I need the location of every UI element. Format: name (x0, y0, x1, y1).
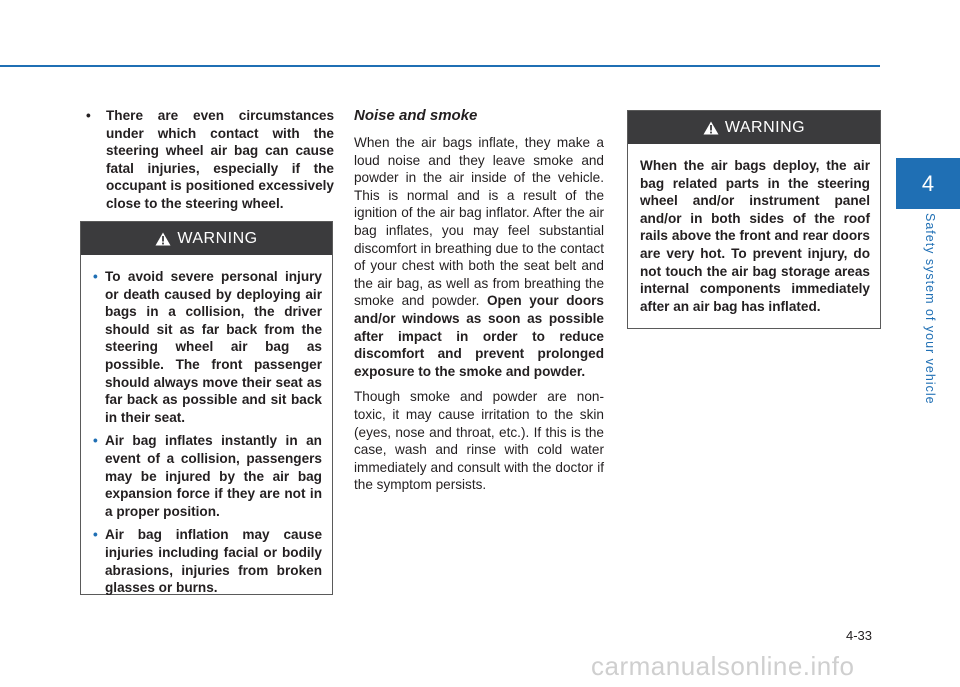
warning-title-left: WARNING (177, 229, 258, 247)
warning-item-text: Air bag inflates instantly in an event of a collision, passengers may be injured by the air bag expansion force if they are not in a proper position. (105, 433, 322, 519)
irritation-paragraph: Though smoke and powder are non-toxic, it may cause irritation to the skin (eyes, nose and throat, etc.). If this is the case, wash and rinse with cold water immediately and consult with the doctor if the symptom persists. (354, 389, 604, 493)
watermark: carmanualsonline.info (591, 651, 855, 681)
warning-item-text: To avoid severe personal injury or death caused by deploying air bags in a collision, the driver should sit as far back from the steering wheel air bag as possible. The front passenger should always move their seat as far back as possible and sit back in their seat. (105, 269, 322, 425)
warning-item (93, 432, 322, 520)
warning-box-left (80, 221, 333, 595)
warning-box-right (627, 110, 881, 329)
section-heading: Noise and smoke (354, 107, 478, 124)
warning-header-right (628, 111, 880, 144)
warning-triangle-icon (155, 232, 171, 246)
warning-title-right: WARNING (724, 118, 806, 136)
warning-body-right (628, 144, 880, 325)
middle-column (354, 107, 604, 502)
warning-item-text: Air bag inflation may cause injuries including facial or bodily abrasions, injuries from broken glasses or burns. (105, 527, 322, 596)
warning-text-right: When the air bags deploy, the air bag related parts in the steering wheel and/or instrument panel and/or in both sides of the roof rails above the front and rear doors are very hot. To prevent injury, do not touch the air bag storage areas internal components immediately after an air bag has inflated. (640, 158, 870, 314)
bullet-marker: • (93, 527, 98, 543)
chapter-tab (896, 158, 960, 209)
warning-triangle-icon (703, 121, 719, 135)
chapter-number: 4 (921, 170, 935, 196)
warning-item (93, 526, 322, 596)
bullet-marker: • (86, 108, 91, 123)
circumstances-text: There are even circumstances under which contact with the steering wheel air bag can cause fatal injuries, especially if the occupant is positioned excessively close to the steering wheel. (106, 108, 334, 211)
noise-smoke-paragraph (354, 134, 604, 380)
circumstances-bullet (86, 107, 334, 213)
bullet-marker: • (93, 269, 98, 284)
warning-body-left (81, 255, 332, 613)
warning-header-left (81, 222, 332, 255)
chapter-title: Safety system of your vehicle (923, 213, 937, 405)
paragraph-normal-text: When the air bags inflate, they make a loud noise and they leave smoke and powder in the air inside of the vehicle. This is normal and is a result of the ignition of the air bag inflator. After the air bag inflates, you may feel substantial discomfort in breathing due to the contact of your chest with both the seat belt and the air bag, as well as from breathing the smoke and powder. (354, 135, 604, 309)
warning-item (93, 268, 322, 426)
page-number: 4-33 (846, 628, 873, 643)
paragraph-bold-text: Open your doors and/or windows as soon as possible after impact in order to reduce discomfort and prevent prolonged exposure to the smoke and powder. (354, 293, 604, 379)
left-column (86, 107, 334, 213)
top-rule (0, 65, 880, 67)
bullet-marker: • (93, 433, 98, 449)
